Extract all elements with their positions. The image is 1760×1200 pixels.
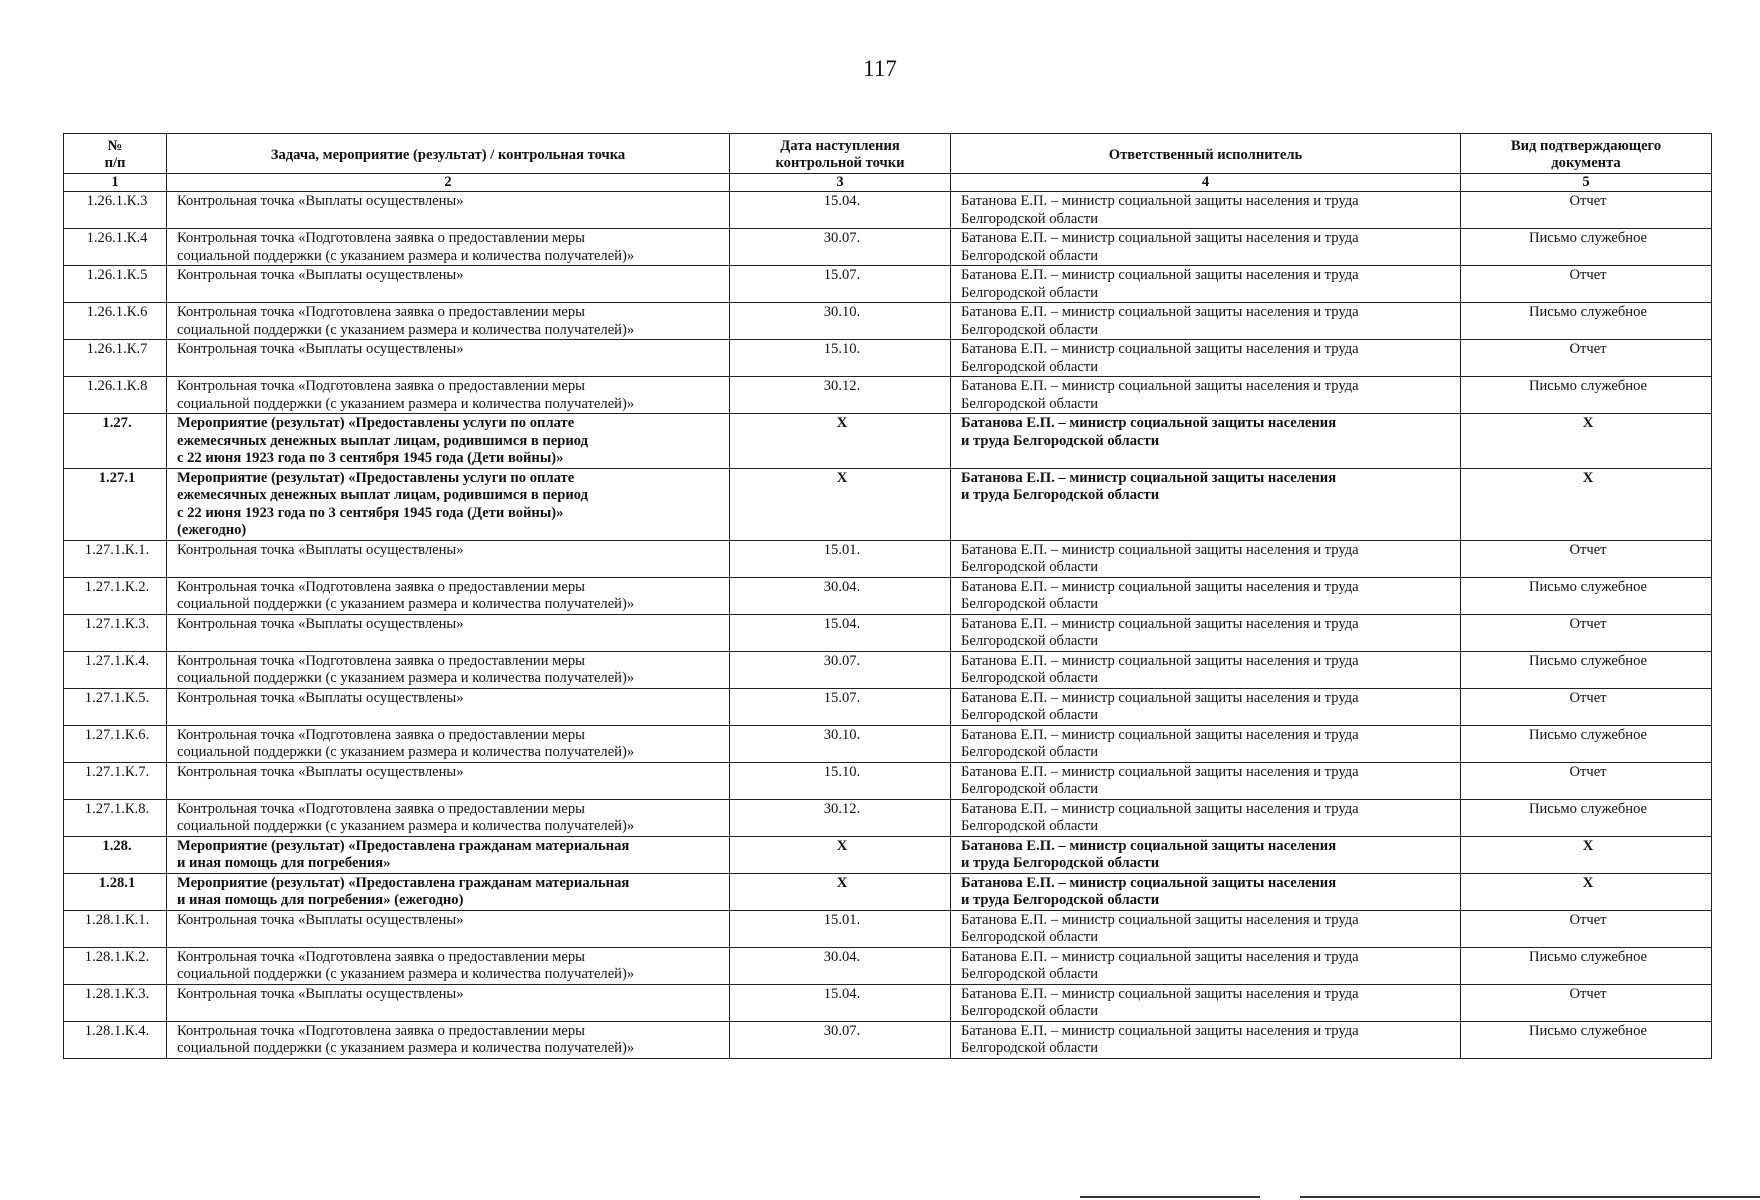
row-document: Письмо служебное: [1461, 947, 1712, 984]
row-document: Письмо служебное: [1461, 303, 1712, 340]
row-date: 30.04.: [730, 577, 951, 614]
row-task: Контрольная точка «Выплаты осуществлены»: [167, 340, 730, 377]
table-row: [64, 577, 1712, 614]
row-executor: Батанова Е.П. – министр социальной защиты населения и труда Белгородской области: [951, 725, 1461, 762]
table-row: [64, 614, 1712, 651]
row-document: Отчет: [1461, 192, 1712, 229]
column-header-number: № п/п: [64, 134, 167, 174]
row-executor: Батанова Е.П. – министр социальной защиты населения и труда Белгородской области: [951, 614, 1461, 651]
table-row: [64, 651, 1712, 688]
row-number: 1.27.1.К.4.: [64, 651, 167, 688]
row-task: Мероприятие (результат) «Предоставлена гражданам материальная и иная помощь для погребения» (ежегодно): [167, 873, 730, 910]
row-task: Контрольная точка «Подготовлена заявка о предоставлении меры социальной поддержки (с указанием размера и количества получателей)»: [167, 799, 730, 836]
row-number: 1.28.1.К.3.: [64, 984, 167, 1021]
column-header-date: Дата наступления контрольной точки: [730, 134, 951, 174]
row-number: 1.27.1.К.2.: [64, 577, 167, 614]
row-number: 1.28.: [64, 836, 167, 873]
row-task: Контрольная точка «Подготовлена заявка о предоставлении меры социальной поддержки (с указанием размера и количества получателей)»: [167, 651, 730, 688]
row-task: Контрольная точка «Выплаты осуществлены»: [167, 614, 730, 651]
table-row: [64, 725, 1712, 762]
row-date: Х: [730, 414, 951, 469]
row-document: Отчет: [1461, 984, 1712, 1021]
row-date: Х: [730, 468, 951, 540]
row-document: Отчет: [1461, 340, 1712, 377]
row-document: Письмо служебное: [1461, 799, 1712, 836]
row-number: 1.26.1.К.8: [64, 377, 167, 414]
row-document: Письмо служебное: [1461, 229, 1712, 266]
row-task: Контрольная точка «Подготовлена заявка о предоставлении меры социальной поддержки (с указанием размера и количества получателей)»: [167, 1021, 730, 1058]
column-number-2: 2: [167, 174, 730, 192]
table-row: [64, 340, 1712, 377]
table-row: [64, 192, 1712, 229]
row-executor: Батанова Е.П. – министр социальной защиты населения и труда Белгородской области: [951, 984, 1461, 1021]
row-document: Письмо служебное: [1461, 651, 1712, 688]
footer-rule-long: [1300, 1196, 1760, 1198]
row-date: 15.01.: [730, 540, 951, 577]
row-document: Письмо служебное: [1461, 377, 1712, 414]
table-row: [64, 836, 1712, 873]
row-document: Отчет: [1461, 910, 1712, 947]
row-date: 15.07.: [730, 266, 951, 303]
table-row: [64, 910, 1712, 947]
row-executor: Батанова Е.П. – министр социальной защиты населения и труда Белгородской области: [951, 414, 1461, 469]
row-date: 15.04.: [730, 614, 951, 651]
row-number: 1.27.1.К.5.: [64, 688, 167, 725]
row-executor: Батанова Е.П. – министр социальной защиты населения и труда Белгородской области: [951, 1021, 1461, 1058]
row-task: Мероприятие (результат) «Предоставлена гражданам материальная и иная помощь для погребения»: [167, 836, 730, 873]
row-task: Контрольная точка «Выплаты осуществлены»: [167, 984, 730, 1021]
row-executor: Батанова Е.П. – министр социальной защиты населения и труда Белгородской области: [951, 303, 1461, 340]
row-number: 1.28.1: [64, 873, 167, 910]
row-number: 1.28.1.К.4.: [64, 1021, 167, 1058]
table-row: [64, 947, 1712, 984]
column-header-document: Вид подтверждающего документа: [1461, 134, 1712, 174]
footer-rule-short: [1080, 1196, 1260, 1198]
row-date: 15.10.: [730, 762, 951, 799]
row-number: 1.27.1: [64, 468, 167, 540]
row-executor: Батанова Е.П. – министр социальной защиты населения и труда Белгородской области: [951, 229, 1461, 266]
row-date: 15.04.: [730, 192, 951, 229]
table-row: [64, 266, 1712, 303]
row-executor: Батанова Е.П. – министр социальной защиты населения и труда Белгородской области: [951, 651, 1461, 688]
table-header: [64, 134, 1712, 192]
row-task: Контрольная точка «Подготовлена заявка о предоставлении меры социальной поддержки (с указанием размера и количества получателей)»: [167, 303, 730, 340]
row-executor: Батанова Е.П. – министр социальной защиты населения и труда Белгородской области: [951, 577, 1461, 614]
row-date: 30.12.: [730, 377, 951, 414]
column-number-4: 4: [951, 174, 1461, 192]
row-task: Контрольная точка «Выплаты осуществлены»: [167, 266, 730, 303]
row-executor: Батанова Е.П. – министр социальной защиты населения и труда Белгородской области: [951, 377, 1461, 414]
row-date: 30.07.: [730, 229, 951, 266]
table-row: [64, 377, 1712, 414]
table-row: [64, 229, 1712, 266]
row-task: Контрольная точка «Подготовлена заявка о предоставлении меры социальной поддержки (с указанием размера и количества получателей)»: [167, 577, 730, 614]
row-document: Х: [1461, 836, 1712, 873]
row-number: 1.26.1.К.7: [64, 340, 167, 377]
row-document: Отчет: [1461, 688, 1712, 725]
row-document: Х: [1461, 468, 1712, 540]
row-date: 15.01.: [730, 910, 951, 947]
row-executor: Батанова Е.П. – министр социальной защиты населения и труда Белгородской области: [951, 947, 1461, 984]
row-executor: Батанова Е.П. – министр социальной защиты населения и труда Белгородской области: [951, 799, 1461, 836]
page-number: 117: [863, 56, 897, 81]
column-number-5: 5: [1461, 174, 1712, 192]
row-document: Письмо служебное: [1461, 725, 1712, 762]
row-number: 1.27.: [64, 414, 167, 469]
row-number: 1.27.1.К.3.: [64, 614, 167, 651]
table-body: [64, 192, 1712, 1059]
row-executor: Батанова Е.П. – министр социальной защиты населения и труда Белгородской области: [951, 873, 1461, 910]
row-document: Отчет: [1461, 614, 1712, 651]
row-number: 1.27.1.К.8.: [64, 799, 167, 836]
table-row: [64, 799, 1712, 836]
table-row: [64, 873, 1712, 910]
row-document: Х: [1461, 873, 1712, 910]
row-task: Мероприятие (результат) «Предоставлены услуги по оплате ежемесячных денежных выплат лицам, родившимся в период с 22 июня 1923 года по 3 сентября 1945 года (Дети войны)»: [167, 414, 730, 469]
row-document: Письмо служебное: [1461, 1021, 1712, 1058]
row-number: 1.27.1.К.6.: [64, 725, 167, 762]
row-task: Мероприятие (результат) «Предоставлены услуги по оплате ежемесячных денежных выплат лицам, родившимся в период с 22 июня 1923 года по 3 сентября 1945 года (Дети войны)» (ежегодно): [167, 468, 730, 540]
row-date: Х: [730, 836, 951, 873]
row-date: 30.10.: [730, 725, 951, 762]
table-row: [64, 762, 1712, 799]
row-number: 1.27.1.К.7.: [64, 762, 167, 799]
row-number: 1.26.1.К.3: [64, 192, 167, 229]
row-number: 1.28.1.К.1.: [64, 910, 167, 947]
row-task: Контрольная точка «Подготовлена заявка о предоставлении меры социальной поддержки (с указанием размера и количества получателей)»: [167, 725, 730, 762]
header-row: [64, 134, 1712, 174]
row-executor: Батанова Е.П. – министр социальной защиты населения и труда Белгородской области: [951, 910, 1461, 947]
row-document: Х: [1461, 414, 1712, 469]
row-number: 1.26.1.К.6: [64, 303, 167, 340]
column-number-1: 1: [64, 174, 167, 192]
row-date: 30.10.: [730, 303, 951, 340]
row-executor: Батанова Е.П. – министр социальной защиты населения и труда Белгородской области: [951, 836, 1461, 873]
row-executor: Батанова Е.П. – министр социальной защиты населения и труда Белгородской области: [951, 266, 1461, 303]
row-number: 1.27.1.К.1.: [64, 540, 167, 577]
row-number: 1.28.1.К.2.: [64, 947, 167, 984]
row-document: Письмо служебное: [1461, 577, 1712, 614]
column-header-task: Задача, мероприятие (результат) / контрольная точка: [167, 134, 730, 174]
table-row: [64, 1021, 1712, 1058]
row-date: Х: [730, 873, 951, 910]
table-row: [64, 468, 1712, 540]
table-row: [64, 303, 1712, 340]
row-date: 30.07.: [730, 651, 951, 688]
row-date: 15.07.: [730, 688, 951, 725]
row-task: Контрольная точка «Выплаты осуществлены»: [167, 688, 730, 725]
table-row: [64, 414, 1712, 469]
row-number: 1.26.1.К.5: [64, 266, 167, 303]
table-row: [64, 540, 1712, 577]
row-task: Контрольная точка «Выплаты осуществлены»: [167, 762, 730, 799]
row-executor: Батанова Е.П. – министр социальной защиты населения и труда Белгородской области: [951, 540, 1461, 577]
row-task: Контрольная точка «Подготовлена заявка о предоставлении меры социальной поддержки (с указанием размера и количества получателей)»: [167, 229, 730, 266]
row-executor: Батанова Е.П. – министр социальной защиты населения и труда Белгородской области: [951, 688, 1461, 725]
column-header-executor: Ответственный исполнитель: [951, 134, 1461, 174]
control-points-table: [63, 133, 1712, 1059]
row-document: Отчет: [1461, 540, 1712, 577]
row-executor: Батанова Е.П. – министр социальной защиты населения и труда Белгородской области: [951, 340, 1461, 377]
row-document: Отчет: [1461, 266, 1712, 303]
table-row: [64, 688, 1712, 725]
row-task: Контрольная точка «Подготовлена заявка о предоставлении меры социальной поддержки (с указанием размера и количества получателей)»: [167, 947, 730, 984]
row-number: 1.26.1.К.4: [64, 229, 167, 266]
row-date: 30.07.: [730, 1021, 951, 1058]
row-task: Контрольная точка «Выплаты осуществлены»: [167, 910, 730, 947]
row-executor: Батанова Е.П. – министр социальной защиты населения и труда Белгородской области: [951, 762, 1461, 799]
row-task: Контрольная точка «Выплаты осуществлены»: [167, 540, 730, 577]
row-date: 15.10.: [730, 340, 951, 377]
row-document: Отчет: [1461, 762, 1712, 799]
row-date: 15.04.: [730, 984, 951, 1021]
row-task: Контрольная точка «Подготовлена заявка о предоставлении меры социальной поддержки (с указанием размера и количества получателей)»: [167, 377, 730, 414]
table-row: [64, 984, 1712, 1021]
row-date: 30.04.: [730, 947, 951, 984]
row-executor: Батанова Е.П. – министр социальной защиты населения и труда Белгородской области: [951, 468, 1461, 540]
column-number-row: [64, 174, 1712, 192]
row-executor: Батанова Е.П. – министр социальной защиты населения и труда Белгородской области: [951, 192, 1461, 229]
row-date: 30.12.: [730, 799, 951, 836]
column-number-3: 3: [730, 174, 951, 192]
row-task: Контрольная точка «Выплаты осуществлены»: [167, 192, 730, 229]
